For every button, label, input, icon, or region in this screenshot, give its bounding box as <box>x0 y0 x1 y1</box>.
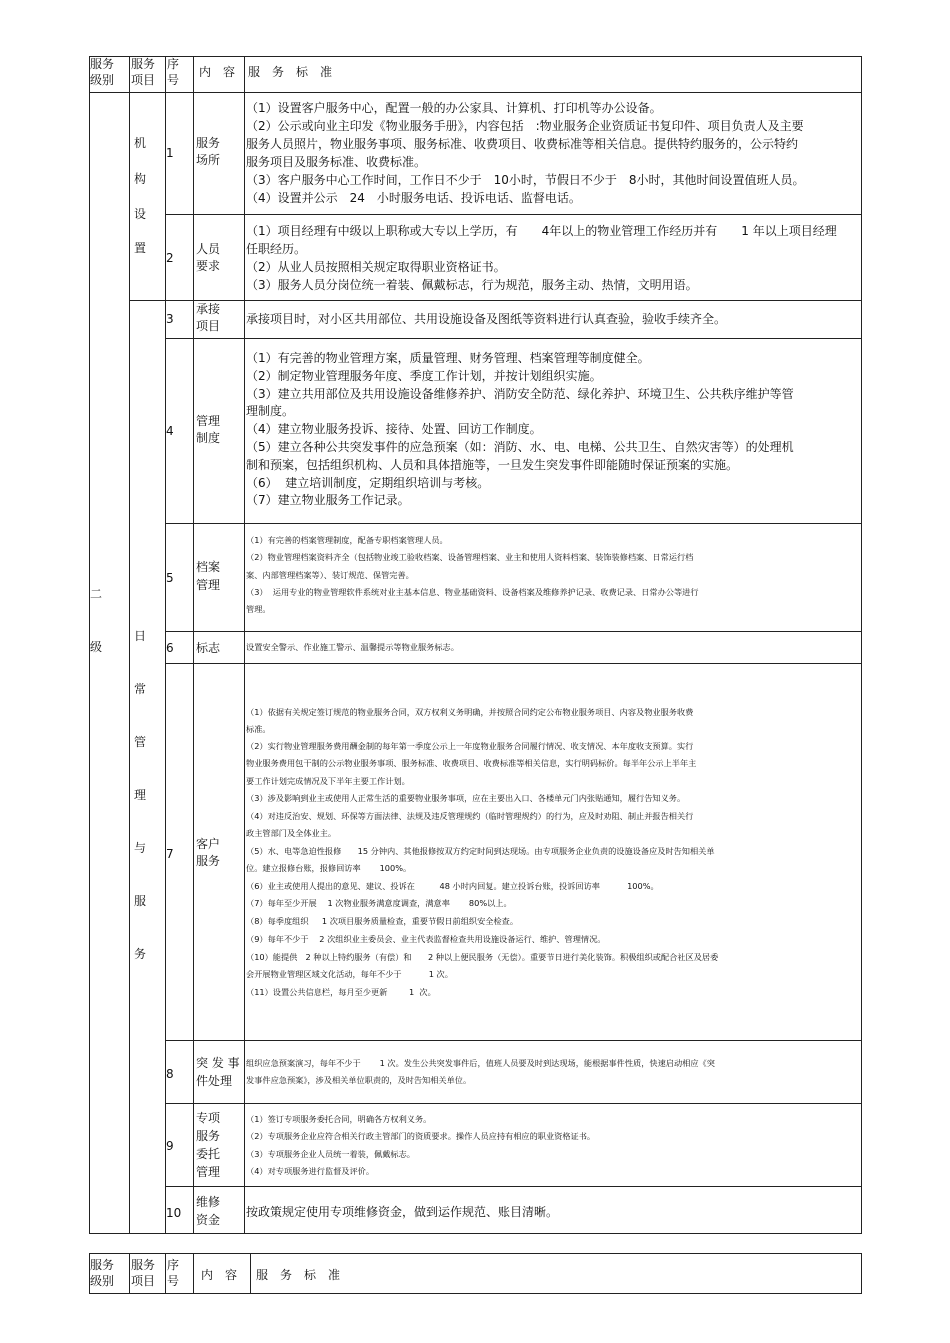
header-seq-2: 号 <box>167 73 180 87</box>
service-standard-page: 服务 级别 服务 项目 序 号 内 容 服 务 标 准 二 级 机 构 设 置 日 常 管 理 与 服 务 1 服务 场所 （1）设置客户服务中心，配置一般的办公家具、计算机、打印机等办公设备。 （2）公示或向业主印发《物业服务手册》，内容包括 :物业服务企业资质证书复印件、项目负责人及主要 服务人员照片，物业服务事项、服务标准、收费项目、收费标准等相关信息。提供特约服务的，公示特约 服务项目及服务标准、收费标准。 （3）客户服务中心工作时间，工作日不少于 10小时，节假日不少于 8小时，其他时间设置值班人员。 （4）设置并公示 24 小时服务电话、投诉电话、监督电话。 2 人员 要求 （1）项目经理有中级以上职称或大专以上学历，有 4年以上的物业管理工作经历并有 1 年以上项目经理 任职经历。 （2）从业人员按照相关规定取得职业资格证书。 （3）服务人员分岗位统一着装、佩戴标志，行为规范，服务主动、热情，文明用语。 3 承接 项目 承接项目时，对小区共用部位、共用设施设备及图纸等资料进行认真查验，验收手续齐全。 4 管理 制度 （1）有完善的物业管理方案，质量管理、财务管理、档案管理等制度健全。 （2）制定物业管理服务年度、季度工作计划，并按计划组织实施。 （3）建立共用部位及共用设施设备维修养护、消防安全防范、绿化养护、环境卫生、公共秩序维护等管 理制度。 （4）建立物业服务投诉、接待、处置、回访工作制度。 （5）建立各种公共突发事件的应急预案（如：消防、水、电、电梯、公共卫生、自然灾害等）的处理机 制和预案，包括组织机构、人员和具体措施等，一旦发生突发事件即能随时保证预案的实施。 （6） 建立培训制度，定期组织培训与考核。 （7）建立物业服务工作记录。 5 档案 管理 （1）有完善的档案管理制度，配备专职档案管理人员。 （2）物业管理档案资料齐全（包括物业竣工验收档案、设备管理档案、业主和使用人资料档案、装饰装修档案、日常运行档 案、内部管理档案等）、装订规范、保管完善。 （3） 运用专业的物业管理软件系统对业主基本信息、物业基础资料、设备档案及维修养护记录、收费记录、日常办公等进行 管理。 6 标志 设置安全警示、作业施工警示、温馨提示等物业服务标志。 7 客户 服务 （1）依据有关规定签订规范的物业服务合同，双方权利义务明确，并按照合同约定公布物业服务项目、内容及物业服务收费 标准。 （2）实行物业管理服务费用酬金制的每年第一季度公示上一年度物业服务合同履行情况、收支情况、本年度收支预算。实行 物业服务费用包干制的公示物业服务事项、服务标准、收费项目、收费标准等相关信息，实行明码标价。每半年公示上半年主 要工作计划完成情况及下半年主要工作计划。 （3）涉及影响到业主或使用人正常生活的重要物业服务事项，应在主要出入口、各楼单元门内张贴通知，履行告知义务。 （4）对违反治安、规划、环保等方面法律、法规及违反管理规约（临时管理规约）的行为，应及时劝阻、制止并报告相关行 政主管部门及全体业主。 （5）水、电等急迫性报修 15 分钟内、其他报修按双方约定时间到达现场。由专项服务企业负责的设施设备应及时告知相关单 位。建立报修台账，报修回访率 100%。 （6）业主或使用人提出的意见、建议、投诉在 48 小时内回复。建立投诉台账，投诉回访率 100%。 （7）每年至少开展 1 次物业服务满意度调查，满意率 80%以上。 （8）每季度组织 1 次项目服务质量检查，重要节假日前组织安全检查。 （9）每年不少于 2 次组织业主委员会、业主代表监督检查共用设施设备运行、维护、管理情况。 （10）能提供 2 种以上特约服务（有偿）和 2 种以上便民服务（无偿）。重要节日进行美化装饰。积极组织或配合社区及居委 会开展物业管理区域文化活动，每年不少于 1 次。 （11）设置公共信息栏，每月至少更新 1 次。 8 突 发 事 件处理 组织应急预案演习，每年不少于 1 次。发生公共突发事件后，值班人员要及时到达现场，能根据事件性质，快速启动相应《突 发事件应急预案》，涉及相关单位职责的，及时告知相关单位。 9 专项 服务 委托 管理 （1）签订专项服务委托合同，明确各方权利义务。 （2）专项服务企业应符合相关行政主管部门的资质要求。操作人员应持有相应的职业资格证书。 （3）专项服务企业人员统一着装，佩戴标志。 （4）对专项服务进行监督及评价。 10 维修 资金 按政策规定使用专项维修资金，做到运作规范、账目清晰。 服务 级别 服务 项目 序 号 内 容 服 务 标 准 <box>0 0 950 1343</box>
row-number: 9 <box>166 1139 174 1153</box>
header-item-2: 项目 <box>131 73 156 87</box>
row-number: 1 <box>166 146 174 160</box>
level-char-2: 级 <box>90 640 103 654</box>
header-standard: 服 务 标 准 <box>248 65 333 79</box>
row-number: 8 <box>166 1067 174 1081</box>
row-number: 7 <box>166 847 174 861</box>
header-content: 内 容 <box>199 65 236 79</box>
header-level-2: 级别 <box>90 73 115 87</box>
row-number: 6 <box>166 641 174 655</box>
row-number: 3 <box>166 312 174 326</box>
header-seq-1: 序 <box>167 57 180 71</box>
header-level-1: 服务 <box>90 57 115 71</box>
level-char-1: 二 <box>90 587 103 601</box>
row-number: 10 <box>166 1206 182 1220</box>
row-number: 5 <box>166 571 174 585</box>
row-number: 4 <box>166 424 174 438</box>
row-number: 2 <box>166 251 174 265</box>
header-item-1: 服务 <box>131 57 156 71</box>
